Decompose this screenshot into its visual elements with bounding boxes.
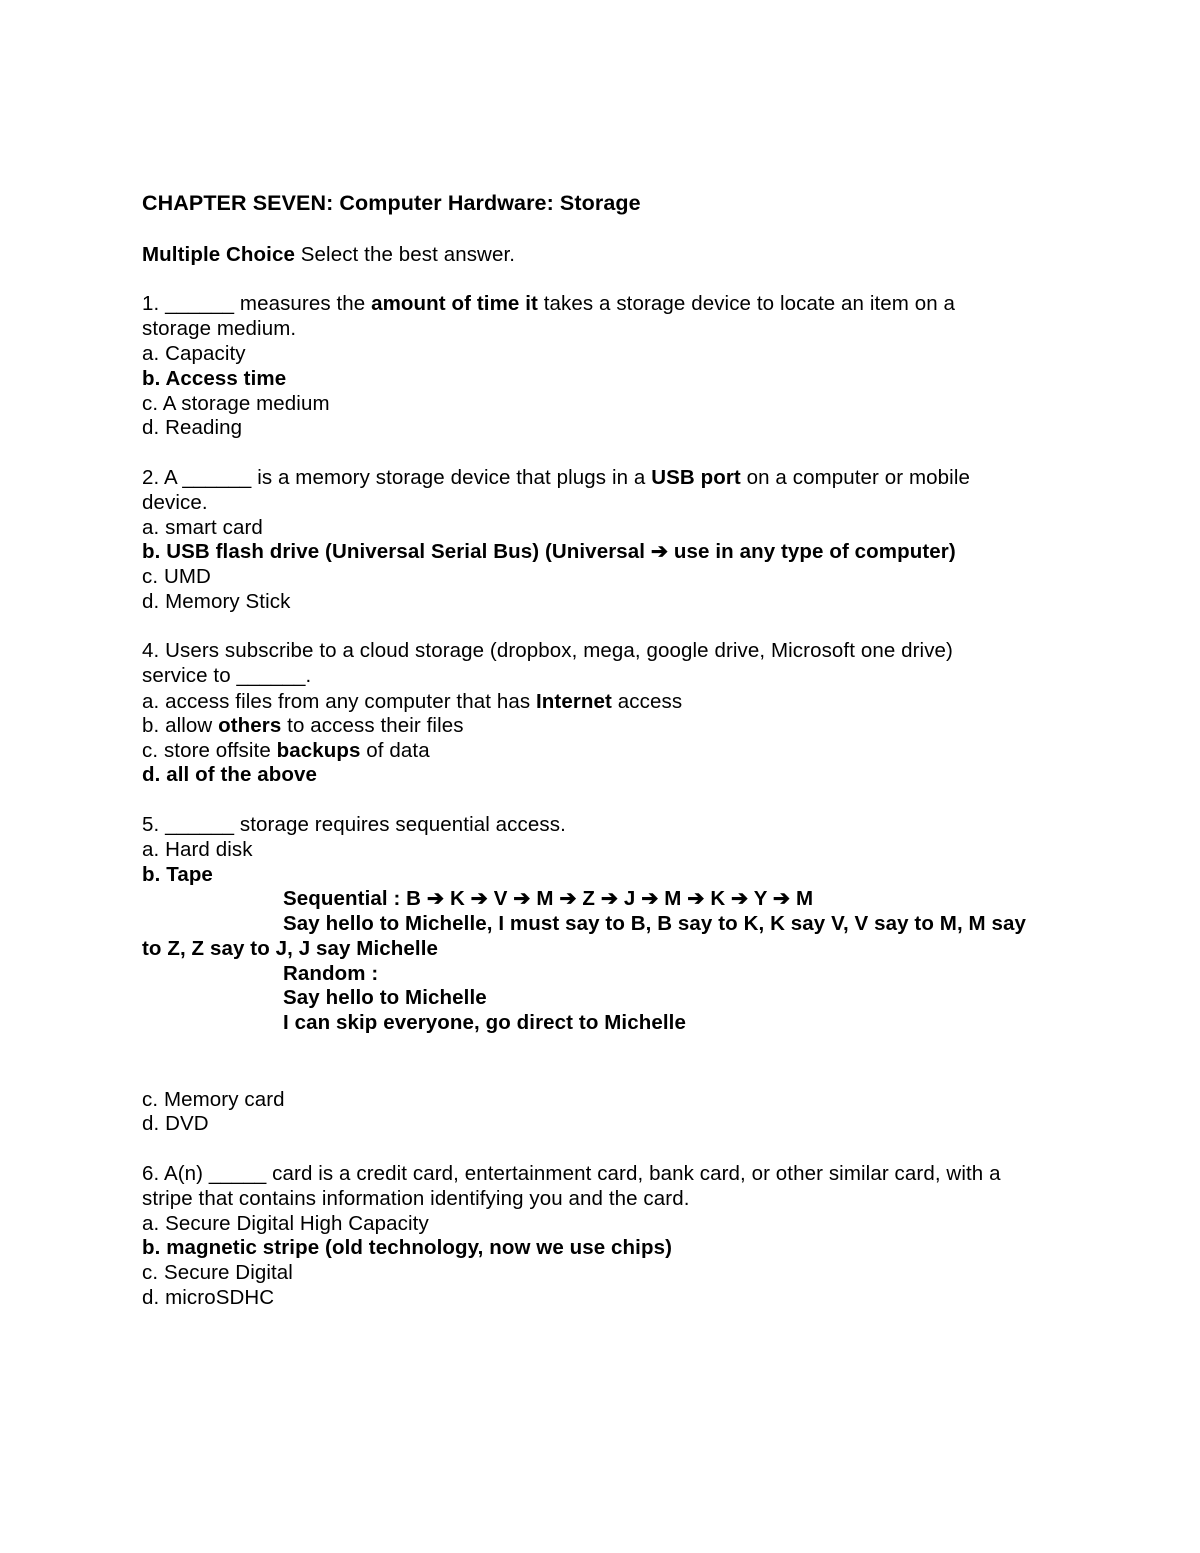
text-run: storage medium. [142,317,297,340]
text-run: service to ______. [142,664,312,687]
note-random-hello: Say hello to Michelle [283,986,487,1009]
text-run: takes a storage device to locate an item on a [537,292,956,315]
bold-text-run: backups [276,739,361,762]
question-2-option-a [142,515,263,540]
text-run: 4. Users subscribe to a cloud storage (dropbox, mega, google drive, Microsoft one drive) [142,639,953,662]
bold-text-run: b. magnetic stripe (old technology, now we use chips) [142,1236,673,1259]
question-1-option-a [142,341,246,366]
text-run: a. smart card [142,516,263,539]
text-run: a. Secure Digital High Capacity [142,1212,429,1235]
text-run: c. A storage medium [142,392,330,415]
instructions-text: Select the best answer. [294,243,516,266]
question-4-option-c [142,738,430,763]
question-5-stem [142,812,566,837]
question-6-option-d [142,1285,274,1310]
text-run: access [611,690,683,713]
text-run: a. access files from any computer that has [142,690,536,713]
question-2-option-d [142,589,290,614]
text-run: 5. ______ storage requires sequential access. [142,813,566,836]
question-1-stem [142,291,955,316]
text-run: 1. ______ measures the [142,292,372,315]
question-1-stem-cont [142,316,296,341]
text-run: b. allow [142,714,219,737]
text-run: c. Secure Digital [142,1261,293,1284]
text-run: 2. A ______ is a memory storage device that plugs in a [142,466,652,489]
note-sequential-explanation: Say hello to Michelle, I must say to B, B say to K, K say V, V say to M, M say [283,912,1027,935]
question-6-option-c [142,1260,293,1285]
question-4-stem [142,638,953,663]
text-run: device. [142,491,208,514]
question-5-option-a [142,837,253,862]
question-6-option-a [142,1211,429,1236]
question-5-option-b [142,862,213,887]
text-run: d. DVD [142,1112,209,1135]
instructions-label: Multiple Choice [142,243,295,266]
question-1-option-d [142,415,242,440]
question-6-stem-cont [142,1186,690,1211]
text-run: d. Reading [142,416,243,439]
text-run: c. UMD [142,565,211,588]
question-4-option-b [142,713,464,738]
bold-text-run: d. all of the above [142,763,318,786]
text-run: a. Capacity [142,342,246,365]
text-run: c. store offsite [142,739,277,762]
question-6-stem [142,1161,1001,1186]
page-title: CHAPTER SEVEN: Computer Hardware: Storage [142,191,641,215]
question-4-option-a [142,689,682,714]
bold-text-run: Internet [535,690,612,713]
text-run: c. Memory card [142,1088,285,1111]
question-2-stem-cont [142,490,208,515]
note-random-explanation: I can skip everyone, go direct to Michelle [283,1011,686,1034]
text-run: d. Memory Stick [142,590,291,613]
text-run: of data [360,739,430,762]
text-run: on a computer or mobile [740,466,970,489]
question-1-option-b [142,366,286,391]
question-5-option-c [142,1087,285,1112]
question-1-option-c [142,391,330,416]
bold-text-run: amount of time it [371,292,538,315]
question-4-option-d [142,762,317,787]
text-run: stripe that contains information identifying you and the card. [142,1187,690,1210]
question-4-stem-cont [142,663,311,688]
bold-text-run: b. USB flash drive (Universal Serial Bus) (Universal ➔ use in any type of computer) [142,540,956,563]
question-2-option-b [142,539,956,564]
question-2-option-c [142,564,211,589]
text-run: to access their files [281,714,464,737]
text-run: 6. A(n) _____ card is a credit card, entertainment card, bank card, or other similar card, with a [142,1162,1001,1185]
bold-text-run: others [218,714,282,737]
text-run: a. Hard disk [142,838,253,861]
bold-text-run: b. Tape [142,863,213,886]
text-run: d. microSDHC [142,1286,275,1309]
question-2-stem [142,465,970,490]
instructions [142,242,515,267]
note-sequential-explanation-cont: to Z, Z say to J, J say Michelle [142,937,438,960]
note-sequential: Sequential : B ➔ K ➔ V ➔ M ➔ Z ➔ J ➔ M ➔ K ➔ Y ➔ M [283,887,814,910]
note-random: Random : [283,962,379,985]
question-5-option-d [142,1111,209,1136]
bold-text-run: b. Access time [142,367,287,390]
question-6-option-b [142,1235,672,1260]
bold-text-run: USB port [651,466,741,489]
